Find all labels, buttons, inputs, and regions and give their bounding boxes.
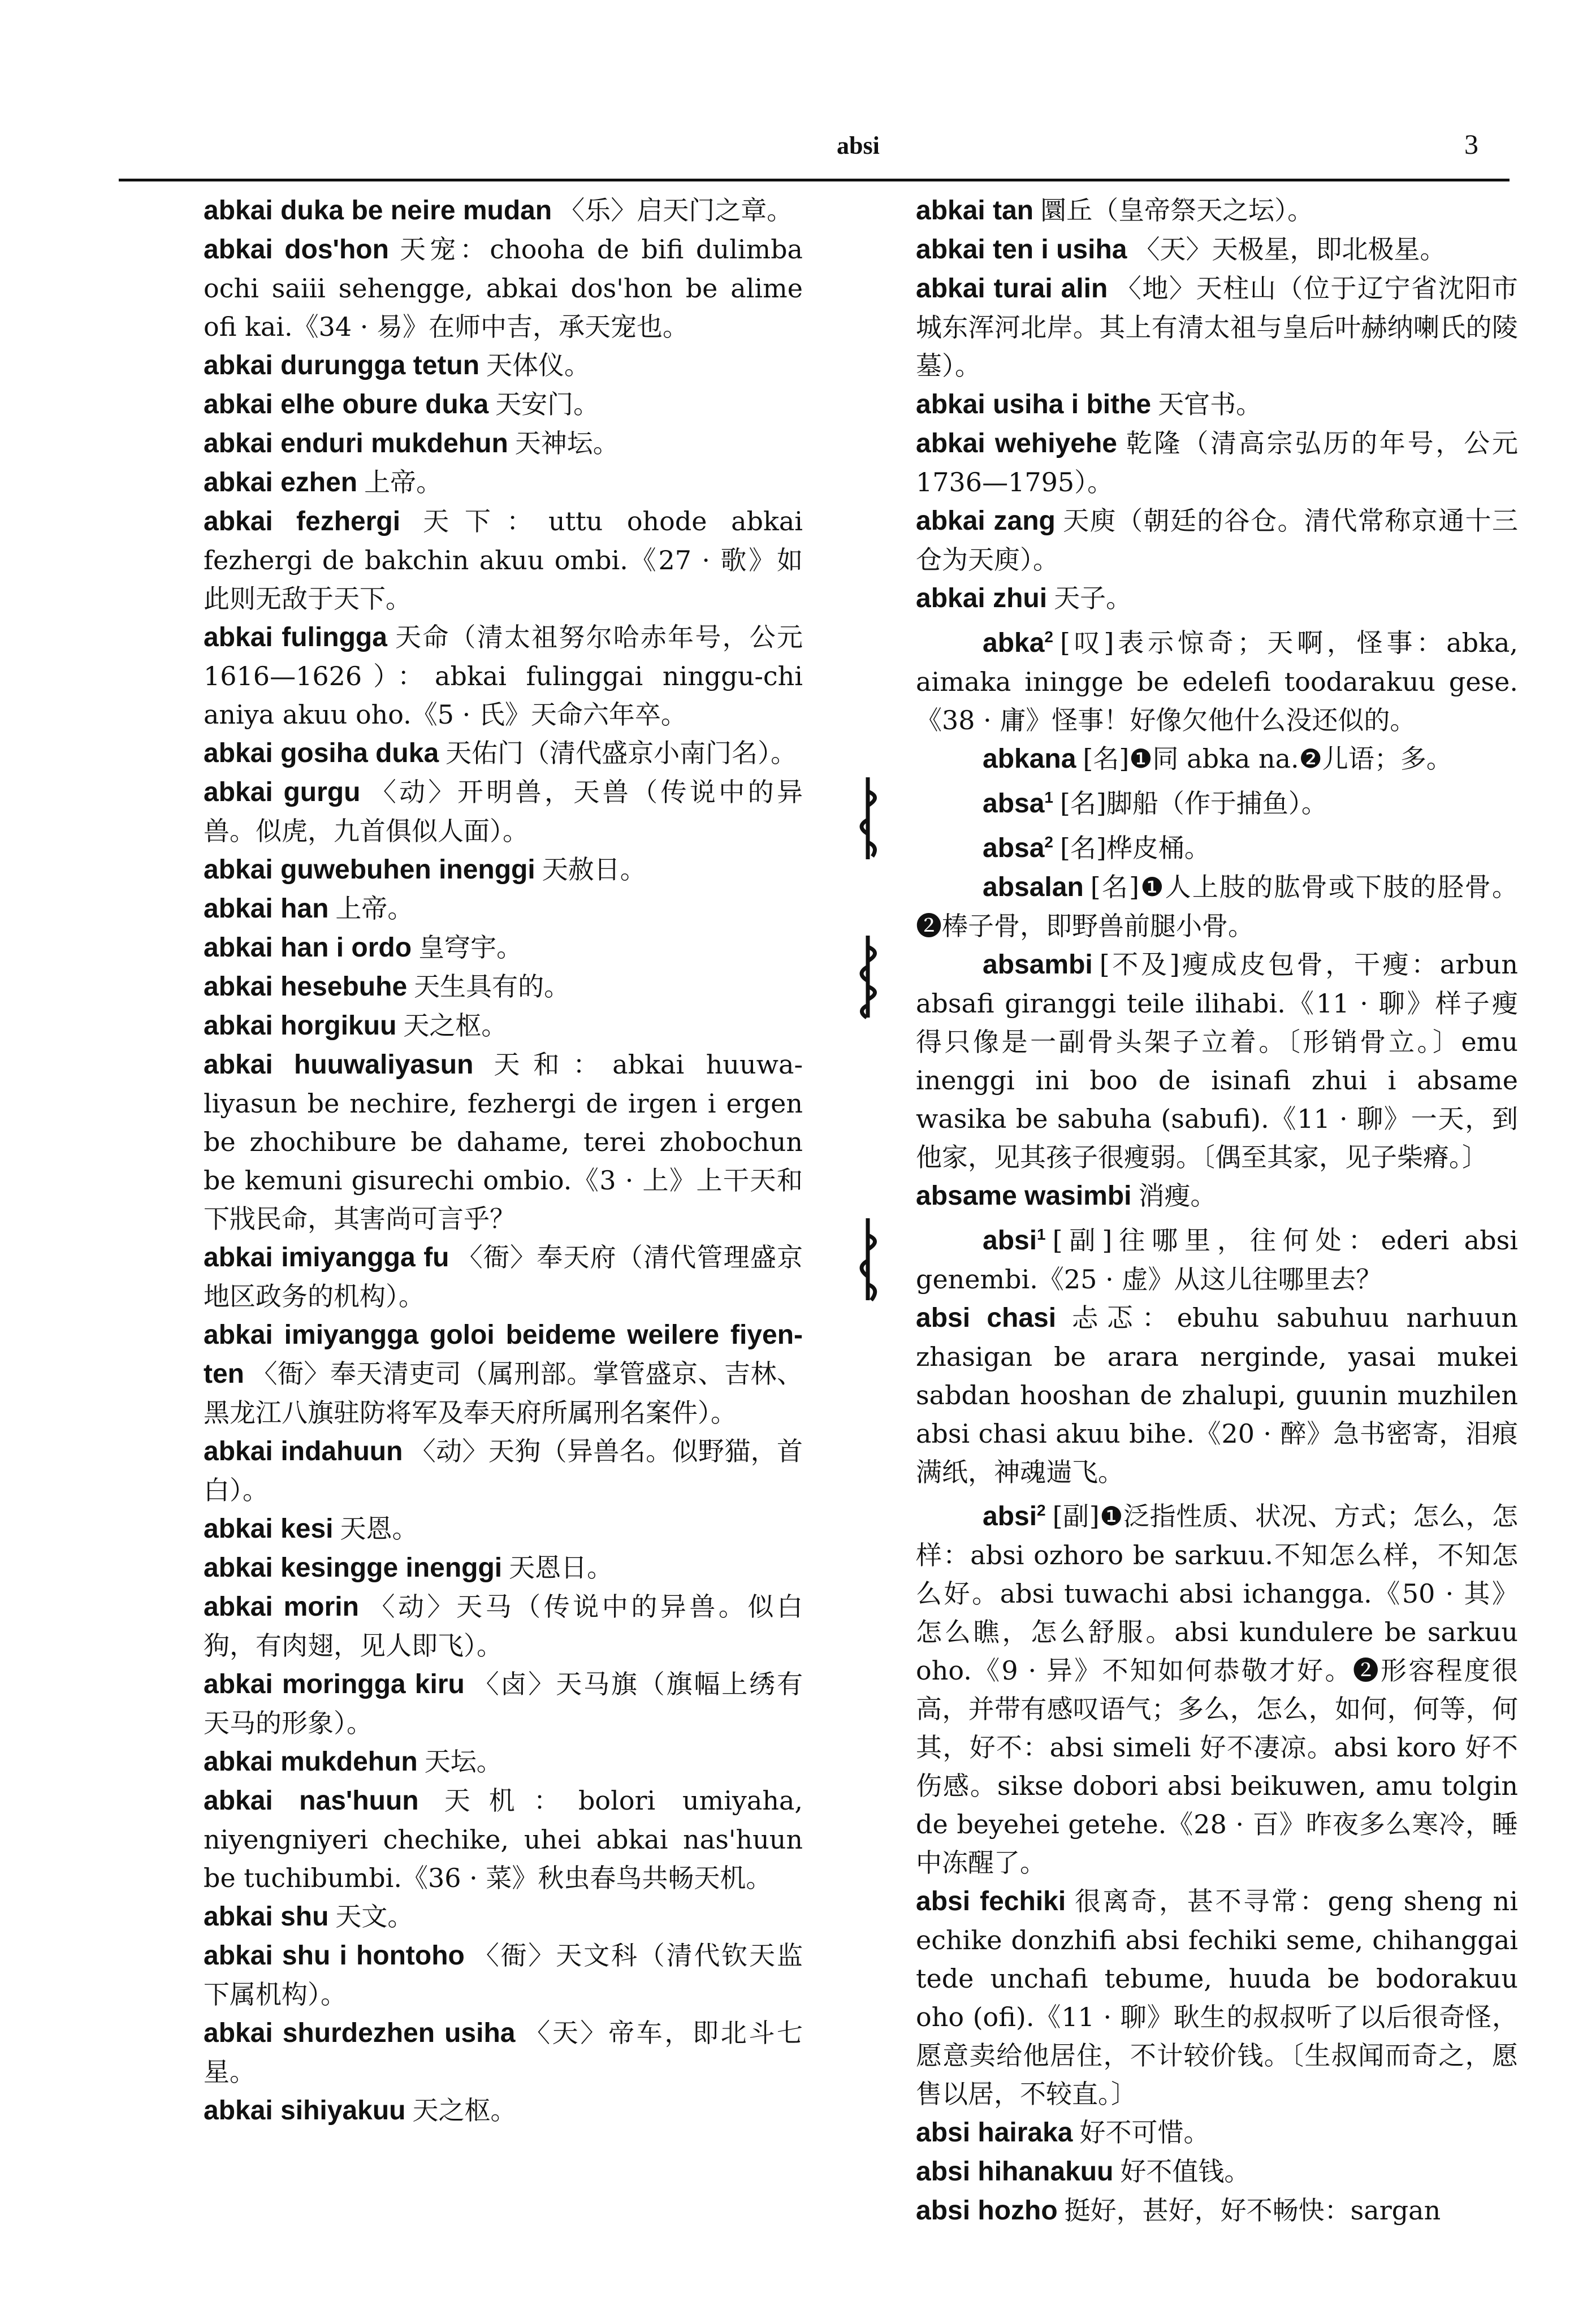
dictionary-entry xyxy=(916,618,1518,739)
entry-definition: 天安门。 xyxy=(495,389,600,419)
entry-definition: 天佑门（清代盛京小南门名）。 xyxy=(446,738,797,768)
dictionary-entry xyxy=(204,463,803,502)
entry-definition: 〈动〉天狗（异兽名。似野猫，首白）。 xyxy=(204,1436,803,1505)
dictionary-entry xyxy=(204,1238,803,1315)
entry-headword: absi$^2$ xyxy=(983,1501,1046,1531)
entry-definition: 〈卤〉天马旗（旗幅上绣有天马的形象）。 xyxy=(204,1669,803,1738)
entry-headword: abkai fezhergi xyxy=(204,507,401,536)
entry-definition: 天子。 xyxy=(1054,583,1132,613)
entry-definition: 消瘦。 xyxy=(1138,1180,1217,1211)
entry-definition: [副]往哪里，往何处：ederi absi genembi.《25 · 虚》从这儿往哪里去？ xyxy=(916,1225,1518,1295)
entry-headword: absi fechiki xyxy=(916,1886,1066,1916)
entry-headword: absi$^1$ xyxy=(983,1226,1046,1256)
entry-headword: absi chasi xyxy=(916,1303,1057,1333)
entry-definition: [名]❶同 abka na.❷儿语；多。 xyxy=(1083,743,1452,774)
entry-definition: [名]❶人上肢的肱骨或下肢的胫骨。❷棒子骨，即野兽前腿小骨。 xyxy=(916,872,1518,941)
homograph-number: 2 xyxy=(1044,833,1053,851)
running-head xyxy=(0,128,1596,171)
entry-headword: abkai kesi xyxy=(204,1514,334,1544)
dictionary-entry xyxy=(204,967,803,1006)
dictionary-entry xyxy=(916,1176,1518,1215)
entry-definition: 天庾（朝廷的谷仓。清代常称京通十三仓为天庾）。 xyxy=(916,505,1519,575)
entry-definition: 〈衙〉天文科（清代钦天监下属机构）。 xyxy=(204,1940,803,2010)
entry-definition: 〈衙〉奉天府（清代管理盛京地区政务的机构）。 xyxy=(204,1242,803,1312)
entry-definition: [名]桦皮桶。 xyxy=(1059,833,1210,863)
dictionary-entry xyxy=(916,945,1518,1176)
homograph-number: 1 xyxy=(1044,789,1053,806)
entry-definition: 上帝。 xyxy=(335,893,414,924)
entry-definition: 天恩日。 xyxy=(509,1552,613,1583)
entry-definition: 〈动〉开明兽，天兽（传说中的异兽。似虎，九首俱似人面）。 xyxy=(204,777,803,846)
entry-headword: abkai fulingga xyxy=(204,622,387,652)
dictionary-entry xyxy=(916,2152,1518,2191)
header-rule xyxy=(119,179,1510,181)
dictionary-entry xyxy=(204,2014,803,2091)
entry-headword: absi hairaka xyxy=(916,2118,1073,2148)
dictionary-entry xyxy=(204,1315,803,1432)
dictionary-entry xyxy=(204,230,803,346)
entry-headword: abkai morin xyxy=(204,1592,359,1622)
entry-headword: abkai ten i usiha xyxy=(916,235,1127,265)
entry-headword: abkai imiyangga goloi beideme weilere fiyen-ten xyxy=(204,1320,803,1389)
entry-headword: abkai kesingge inenggi xyxy=(204,1553,503,1583)
entry-headword: abkai turai alin xyxy=(916,274,1108,304)
entry-headword: abkai moringga kiru xyxy=(204,1669,465,1699)
dictionary-entry xyxy=(204,2091,803,2130)
dictionary-entry xyxy=(916,501,1518,579)
entry-headword: abkana xyxy=(983,744,1076,774)
entry-definition: 乾隆（清高宗弘历的年号，公元1736—1795）。 xyxy=(916,428,1519,497)
entry-headword: abkai shu i hontoho xyxy=(204,1941,465,1971)
entry-headword: abkai ezhen xyxy=(204,468,358,497)
entry-definition: 天文。 xyxy=(335,1901,414,1932)
homograph-number: 1 xyxy=(1037,1226,1046,1243)
dictionary-entry xyxy=(204,1781,803,1897)
entry-headword: abkai shu xyxy=(204,1902,329,1932)
dictionary-entry xyxy=(204,1665,803,1742)
entry-headword: absi hozho xyxy=(916,2196,1058,2226)
dictionary-entry xyxy=(916,385,1518,424)
entry-definition: 皇穹宇。 xyxy=(418,932,523,963)
entry-headword: abkai enduri mukdehun xyxy=(204,429,508,458)
entry-headword: absi hihanakuu xyxy=(916,2157,1114,2187)
entry-headword: abkai duka be neire mudan xyxy=(204,196,552,226)
entry-definition: 天和：abkai huuwa-liyasun be nechire, fezhergi de irgen i ergen be zhochibure be dahame, terei zhobochun be kemuni gisurechi ombio.《3 · 上》上干天和下戕民命，其害尚可言乎？ xyxy=(204,1049,803,1234)
dictionary-entry xyxy=(916,823,1518,868)
entry-definition: 好不值钱。 xyxy=(1120,2156,1251,2187)
manchu-script-glyph xyxy=(851,774,885,865)
entry-headword: absalan xyxy=(983,872,1084,902)
dictionary-entry xyxy=(916,269,1518,385)
dictionary-entry xyxy=(916,1882,1518,2113)
entry-headword: absambi xyxy=(983,950,1093,980)
manchu-script-glyph xyxy=(851,933,885,1023)
entry-headword: absa$^1$ xyxy=(983,789,1053,819)
entry-definition: 上帝。 xyxy=(364,467,443,497)
dictionary-entry xyxy=(916,230,1518,269)
dictionary-entry xyxy=(204,191,803,230)
entry-headword: abkai shurdezhen usiha xyxy=(204,2018,516,2048)
homograph-number: 2 xyxy=(1037,1501,1046,1519)
entry-headword: abkai horgikuu xyxy=(204,1011,397,1041)
dictionary-entry xyxy=(204,1742,803,1781)
entry-definition: 〈动〉天马（传说中的异兽。似白狗，有肉翅，见人即飞）。 xyxy=(204,1591,803,1661)
entry-headword: abkai indahuun xyxy=(204,1436,403,1466)
entry-definition: [副]❶泛指性质、状况、方式；怎么，怎样：absi ozhoro be sarkuu.不知怎么样，不知怎么好。absi tuwachi absi ichangga.《50 · 其》怎么瞧，怎么舒服。absi kundulere be sarkuu oho.《9 · 异》不知如何恭敬才好。❷形容程度很高，并带有感叹语气；多么，怎么，如何，何等，何其，好不：absi simeli 好不凄凉。absi koro 好不伤感。sikse dobori absi beikuwen, amu tolgin de beyehei getehe.《28 · 百》昨夜多么寒冷，睡中冻醒了。 xyxy=(916,1501,1518,1878)
dictionary-entry xyxy=(916,191,1518,230)
entry-definition: 〈天〉帝车，即北斗七星。 xyxy=(204,2018,803,2087)
entry-definition: 天赦日。 xyxy=(542,854,646,885)
entry-definition: 忐忑：ebuhu sabuhuu narhuun zhasigan be arara nerginde, yasai mukei sabdan hooshan de zhalupi, guunin muzhilen absi chasi akuu bihe.《20 · 醉》急书密寄，泪痕满纸，神魂遄飞。 xyxy=(916,1302,1518,1487)
entry-headword: abkai huuwaliyasun xyxy=(204,1050,474,1080)
entry-definition: 天之枢。 xyxy=(412,2095,517,2126)
entry-headword: abkai mukdehun xyxy=(204,1747,418,1777)
left-column xyxy=(204,191,803,2130)
dictionary-entry xyxy=(204,618,803,734)
dictionary-entry xyxy=(204,1548,803,1587)
entry-definition: 天宠：chooha de bifi dulimba ochi saiii sehengge, abkai dos'hon be alime ofi kai.《34 · 易》在师中吉，承天宠也。 xyxy=(204,234,803,342)
page-number: 3 xyxy=(1464,128,1478,160)
dictionary-entry xyxy=(204,773,803,850)
entry-definition: 〈衙〉奉天清吏司（属刑部。掌管盛京、吉林、黑龙江八旗驻防将军及奉天府所属刑名案件）。 xyxy=(204,1358,803,1428)
dictionary-entry xyxy=(204,850,803,889)
entry-definition: 天恩。 xyxy=(340,1513,418,1544)
entry-headword: abkai elhe obure duka xyxy=(204,390,489,419)
entry-headword: abkai usiha i bithe xyxy=(916,390,1152,419)
entry-headword: abkai nas'huun xyxy=(204,1786,419,1816)
entry-headword: absa$^2$ xyxy=(983,833,1053,863)
entry-headword: abkai zang xyxy=(916,506,1056,536)
entry-headword: abkai dos'hon xyxy=(204,235,389,265)
dictionary-entry xyxy=(916,1299,1518,1491)
dictionary-entry xyxy=(204,1897,803,1936)
dictionary-entry xyxy=(204,502,803,618)
entry-definition: 〈天〉天极星，即北极星。 xyxy=(1134,234,1446,265)
right-column xyxy=(916,191,1518,2230)
dictionary-entry xyxy=(916,1215,1518,1299)
entry-definition: [名]脚船（作于捕鱼）。 xyxy=(1059,788,1327,819)
dictionary-entry xyxy=(916,2191,1518,2230)
dictionary-entry xyxy=(204,1587,803,1665)
entry-headword: abkai sihiyakuu xyxy=(204,2096,406,2126)
dictionary-entry xyxy=(204,734,803,773)
entry-definition: 天神坛。 xyxy=(514,428,619,458)
dictionary-entry xyxy=(916,868,1518,945)
dictionary-entry xyxy=(204,928,803,967)
dictionary-entry xyxy=(204,424,803,463)
entry-definition: 天坛。 xyxy=(424,1746,503,1777)
dictionary-entry xyxy=(204,1432,803,1509)
dictionary-entry xyxy=(916,579,1518,618)
entry-headword: abkai zhui xyxy=(916,583,1048,613)
dictionary-entry xyxy=(916,739,1518,778)
entry-headword: abkai hesebuhe xyxy=(204,972,408,1002)
dictionary-entry xyxy=(916,1491,1518,1882)
entry-definition: 很离奇，甚不寻常：geng sheng ni echike donzhifi absi fechiki seme, chihanggai tede unchafi tebume, huuda be bodorakuu oho (ofi).《11 · 聊》耿生的叔叔听了以后很奇怪，愿意卖给他居住，不计较价钱。〔生叔闻而奇之，愿售以居，不较直。〕 xyxy=(916,1886,1518,2109)
entry-headword: abkai gurgu xyxy=(204,777,361,807)
entry-definition: 天体仪。 xyxy=(486,350,591,380)
dictionary-entry xyxy=(204,1045,803,1238)
entry-definition: 圜丘（皇帝祭天之坛）。 xyxy=(1040,195,1314,226)
entry-headword: abkai han i ordo xyxy=(204,933,412,963)
dictionary-entry xyxy=(204,1006,803,1045)
entry-definition: 天之枢。 xyxy=(403,1010,508,1041)
entry-definition: [叹]表示惊奇；天啊，怪事：abka, aimaka iningge be edelefi toodarakuu gese.《38 · 庸》怪事！好像欠他什么没还似的。 xyxy=(916,627,1518,735)
entry-headword: abkai gosiha duka xyxy=(204,738,439,768)
dictionary-entry xyxy=(204,385,803,424)
entry-definition: 好不可惜。 xyxy=(1079,2117,1210,2148)
dictionary-entry xyxy=(204,1509,803,1548)
manchu-script-glyph xyxy=(851,1215,885,1306)
dictionary-entry xyxy=(204,346,803,385)
entry-definition: 挺好，甚好，好不畅快：sargan xyxy=(1064,2195,1441,2226)
entry-definition: 〈地〉天柱山（位于辽宁省沈阳市城东浑河北岸。其上有清太祖与皇后叶赫纳喇氏的陵墓）。 xyxy=(916,273,1518,381)
entry-definition: 天命（清太祖努尔哈赤年号，公元1616—1626）：abkai fulinggai ninggu-chi aniya akuu oho.《5 · 氏》天命六年卒。 xyxy=(204,622,803,730)
dictionary-entry xyxy=(916,2113,1518,2152)
entry-headword: abkai tan xyxy=(916,196,1034,226)
running-headword: absi xyxy=(837,132,880,159)
entry-definition: 天下：uttu ohode abkai fezhergi de bakchin akuu ombi.《27 · 歌》如此则无敌于天下。 xyxy=(204,506,803,614)
entry-headword: abkai guwebuhen inenggi xyxy=(204,855,535,885)
dictionary-entry xyxy=(916,424,1518,501)
entry-definition: 天机：bolori umiyaha, niyengniyeri chechike, uhei abkai nas'huun be tuchibumbi.《36 · 菜》秋虫春鸟共畅天机。 xyxy=(204,1785,803,1893)
homograph-number: 2 xyxy=(1044,628,1053,646)
dictionary-entry xyxy=(204,1936,803,2014)
entry-definition: [不及]瘦成皮包骨，干瘦：arbun absafi giranggi teile ilihabi.《11 · 聊》样子瘦得只像是一副骨头架子立着。〔形销骨立。〕emu inenggi ini boo de isinafi zhui i absame wasika be sabuha (sabufi).《11 · 聊》一天，到他家，见其孩子很瘦弱。〔偶至其家，见子柴瘠。〕 xyxy=(916,949,1518,1172)
entry-headword: abkai wehiyehe xyxy=(916,429,1117,458)
entry-definition: 天官书。 xyxy=(1158,389,1262,419)
entry-headword: abkai durungga tetun xyxy=(204,350,480,380)
entry-definition: 〈乐〉启天门之章。 xyxy=(559,195,793,226)
dictionary-entry xyxy=(204,889,803,928)
entry-headword: abkai imiyangga fu xyxy=(204,1243,449,1273)
entry-headword: abka$^2$ xyxy=(983,628,1053,658)
dictionary-entry xyxy=(916,778,1518,823)
entry-headword: abkai han xyxy=(204,894,329,924)
entry-definition: 天生具有的。 xyxy=(414,971,570,1002)
entry-headword: absame wasimbi xyxy=(916,1181,1132,1211)
